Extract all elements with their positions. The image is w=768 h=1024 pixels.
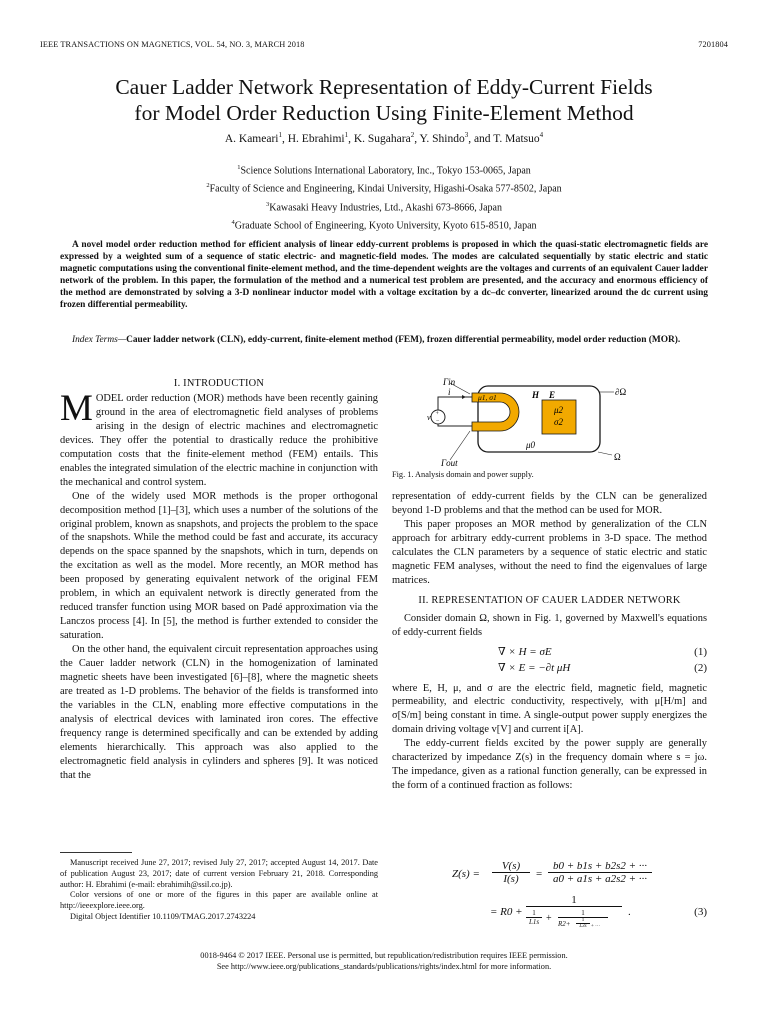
footnote-doi: Digital Object Identifier 10.1109/TMAG.2017.2743224 [70,911,256,921]
label-current-i: i [448,387,451,397]
paper-title [40,74,728,126]
affiliation-3: $^3$Kawasaki Heavy Industries, Ltd., Akashi 673-8666, Japan [266,200,502,213]
index-terms-label: Index Terms— [72,335,127,345]
gamma-out-leader [450,431,470,460]
eq3-line2-lhs: = R0 + [490,906,523,918]
footnote-manuscript: Manuscript received June 27, 2017; revised July 27, 2017; accepted August 14, 2017. Date of publication August 23, 2017; date of current version February 21, 2018. Corresponding author: H. Ebrahimi (e-mail: ebrahimih@ssil.co.jp). [60,858,378,889]
eq3-ratio [492,860,530,885]
source-minus-sign: − [436,418,440,425]
right-paragraph-1: representation of eddy-current fields by the CLN can be generalized beyond 1-D problems and that the method can be used for MOR. [392,491,707,516]
eq3-cf-term1: 1 L1s [526,909,542,926]
label-mu1-sigma1: μ1, σ1 [478,393,497,402]
equation-3-number: (3) [694,906,707,918]
intro-paragraph-3: On the other hand, the equivalent circuit representation approaches using the Cauer ladder network (CLN) in the homogenization of laminated magnetic sheets have been investigated [6]–[8], where the magnetic sheets are treated as 1-D problems. The behavior of the fields is transformed into the variables in the CLN, enabling more effective computations in the analysis of electrical devices with laminated iron cores. The effective frequency range is determined specifically and can be extended by adding elements hierarchically. This approach was also applied to the electromagnetic field analysis in cylinders and spheres [9]. It was noticed that the [60,644,378,781]
figure-1-caption: Fig. 1. Analysis domain and power supply. [392,470,534,479]
equation-1: ∇ × H = σE [498,645,552,658]
eq3-ratio-num: V(s) [501,860,521,872]
eq3-poly-num: b0 + b1s + b2s2 + ··· [552,860,648,872]
label-H-field: H [532,390,540,400]
label-E-field: E [549,390,556,400]
eq3-period: . [628,906,631,918]
copyright-notice [40,950,728,972]
equation-1-number: (1) [694,645,707,658]
section-1-heading: I. INTRODUCTION [173,378,265,389]
affiliations [40,160,728,233]
label-sigma2: σ2 [554,417,563,427]
label-voltage-v: v [427,413,431,422]
eq3-poly-den: a0 + a1s + a2s2 + ··· [548,872,652,885]
eq3-cf-plus: + [546,913,552,924]
equation-2-number: (2) [694,661,707,674]
section-2-heading: II. REPRESENTATION OF CAUER LADDER NETWORK [418,594,681,606]
section-2-paragraph-1: Consider domain Ω, shown in Fig. 1, governed by Maxwell's equations of eddy-current fields [392,612,707,638]
journal-header: IEEE TRANSACTIONS ON MAGNETICS, VOL. 54, NO. 3, MARCH 2018 [40,40,305,49]
index-terms [60,334,708,346]
source-plus-sign: + [435,411,439,417]
eq3-cf-denominator [526,906,622,947]
copyright-line-2: See http://www.ieee.org/publications_standards/publications/rights/index.html for more information. [216,962,552,971]
footnote-rule [60,852,132,853]
intro-paragraph-2: One of the widely used MOR methods is the proper orthogonal decomposition method [1]–[3], which uses a number of the solutions of the original problem, known as snapshots, and projects the problem to the space of the snapshots. While the method could be fast and accurate, its accuracy depends on the space spanned by the snapshots, which in turn, depends on the excitation as well as the model. More recently, an MOR method has been proposed by generating equivalent network of the original FEM problem, in which an equivalent network is directly generated from the reduced transfer function using MOR based on Padé approximation via the Lanczos process [4]. In [5], the method is further extended to consider the saturation. [60,490,378,642]
eq3-lhs: Z(s) = [452,868,480,880]
title-line-1: Cauer Ladder Network Representation of Eddy-Current Fields [115,75,653,99]
intro-paragraph-1: MODEL order reduction (MOR) methods have been recently gaining ground in the area of electromagnetic field analyses of problems arising in the design of electric machines and electromagnetic devices. They offer the potential to drastically reduce the prohibitive computation costs that the finite-element method (FEM) entails. This enables the integrated simulation of the electric machine in conjunction with the mechanical and control system. [60,387,378,488]
eq3-cf-numerator: 1 [571,894,577,906]
footnotes [60,858,378,923]
label-mu0: μ0 [526,440,536,450]
eq3-ratio-den: I(s) [492,872,530,885]
right-paragraph-2: This paper proposes an MOR method by generalization of the CLN approach for arbitrary eddy-current problems in 3-D space. The method calculates the CLN parameters by a sequence of static electric and static magnetic FEM analyses, without the need to find the eigenvalues of large matrices. [392,518,707,586]
copyright-line-1: 0018-9464 © 2017 IEEE. Personal use is permitted, but republication/redistribution requires IEEE permission. [200,951,568,960]
supply-wire-in [438,397,472,410]
authors-text: A. Kameari$^1$, H. Ebrahimi$^1$, K. Sugahara$^2$, Y. Shindo$^3$, and T. Matsuo$^4$ [224,131,544,145]
supply-wire-out [438,424,472,426]
article-number: 7201804 [698,40,728,49]
figure-1-diagram [392,376,628,468]
right-column [392,490,707,793]
current-arrowhead [462,395,466,399]
title-line-2: for Model Order Reduction Using Finite-Element Method [134,101,634,125]
left-column [60,377,378,783]
equation-3 [392,858,707,944]
section-2-paragraph-3: The eddy-current fields excited by the power supply are generally characterized by impedance Z(s) in the frequency domain where s = jω. The impedance, given as a rational function generally, can be expressed in the form of a continued fraction as follows: [392,738,707,792]
authors [40,131,728,145]
eq3-equals: = [536,868,543,880]
section-2-paragraph-2: where E, H, μ, and σ are the electric field, magnetic field, magnetic permeability, and electric conductivity, respectively, with μ[H/m] and σ[S/m] being constant in time. A single-output power supply energizes the domain driving voltage v[V] and current i[A]. [392,682,707,736]
index-terms-text: Cauer ladder network (CLN), eddy-current, finite-element method (FEM), frozen differential permeability, model order reduction (MOR). [126,335,681,345]
footnote-color: Color versions of one or more of the figures in this paper are available online at http://ieeexplore.ieee.org. [60,890,378,911]
label-partial-omega: ∂Ω [615,387,627,397]
equation-2: ∇ × E = −∂t μH [498,661,571,674]
omega-leader [598,452,612,455]
drop-cap: M [60,387,93,429]
eq3-cf-term2: 1 R2+ 1 L3s + ··· [558,909,608,940]
affiliation-2: $^2$Faculty of Science and Engineering, Kindai University, Higashi-Osaka 577-8502, Japan [206,182,562,195]
label-gamma-in: Γin [443,377,456,387]
label-mu2: μ2 [554,405,564,415]
affiliation-1: $^1$Science Solutions International Laboratory, Inc., Tokyo 153-0065, Japan [237,164,531,177]
label-omega: Ω [614,452,621,462]
affiliation-4: $^4$Graduate School of Engineering, Kyoto University, Kyoto 615-8510, Japan [231,218,537,232]
abstract: A novel model order reduction method for efficient analysis of linear eddy-current problems is proposed in which the quasi-static electromagnetic fields are expressed by a weighted sum of a sequence of static electric- and magnetic-field modes. The modes are calculated sequentially by static electric and static magnetic computations using the conventional finite-element method, and the time-dependent weights are the voltages and currents of an equivalent Cauer ladder network of the problem. In this paper, the formulation of the method and a numerical test problem are presented, and the accuracy and enormous efficiency of the method are demonstrated by solving a 3-D nonlinear inductor model with a voltage excitation by a dc–dc converter, linearized around the dc current using frozen differential permeability. [60,240,708,311]
equations-1-2 [392,644,707,678]
label-gamma-out: Γout [441,458,458,468]
eq3-continued-fraction [526,894,622,947]
eq3-poly [548,860,652,885]
